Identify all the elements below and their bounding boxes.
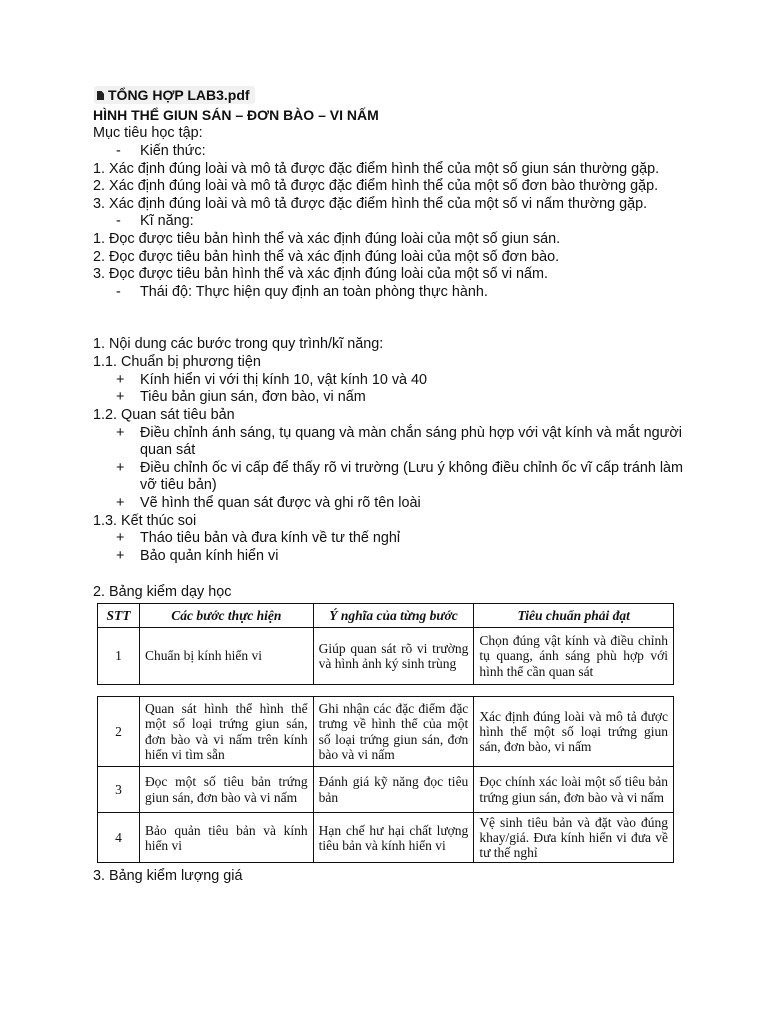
header-meaning: Ý nghĩa của từng bước	[313, 604, 474, 628]
sub3-item: Tháo tiêu bản và đưa kính về tư thế nghỉ	[140, 530, 401, 546]
sub1-item: Kính hiển vi với thị kính 10, vật kính 10 và 40	[140, 372, 428, 388]
document-title: HÌNH THỂ GIUN SÁN – ĐƠN BÀO – VI NẤM	[93, 107, 379, 123]
checklist-table-body	[97, 696, 674, 863]
sub1-heading: 1.1. Chuẩn bị phương tiện	[93, 354, 261, 370]
dash-marker: -	[116, 284, 121, 300]
cell-meaning: Ghi nhận các đặc điểm đặc trưng về hình thể của một số loại trứng giun sán, đơn bào và vi nấm	[313, 697, 474, 767]
bullet-marker: +	[116, 530, 125, 546]
cell-standard: Đọc chính xác loài một số tiêu bản trứng giun sán, đơn bào và vi nấm	[474, 767, 674, 813]
sub2-item-line: Điều chỉnh ánh sáng, tụ quang và màn chắn sáng phù hợp với vật kính và mắt người	[140, 425, 682, 441]
sub2-item-line: Điều chỉnh ốc vi cấp để thấy rõ vi trường (Lưu ý không điều chỉnh ốc vĩ cấp tránh làm	[140, 460, 684, 476]
bullet-marker: +	[116, 425, 125, 441]
skills-item: 1. Đọc được tiêu bản hình thể và xác định đúng loài của một số giun sán.	[93, 231, 561, 247]
section2-heading: 2. Bảng kiểm dạy học	[93, 584, 232, 600]
cell-stt: 4	[98, 813, 140, 863]
file-name-chip[interactable]	[94, 86, 255, 104]
table-row	[98, 697, 674, 767]
sub3-item: Bảo quản kính hiển vi	[140, 548, 279, 564]
bullet-marker: +	[116, 495, 125, 511]
skills-item: 2. Đọc được tiêu bản hình thể và xác định đúng loài của một số đơn bào.	[93, 249, 560, 265]
table-row	[98, 767, 674, 813]
cell-standard: Vệ sinh tiêu bản và đặt vào đúng khay/giá. Đưa kính hiển vi đưa về tư thế nghỉ	[474, 813, 674, 863]
sub3-heading: 1.3. Kết thúc soi	[93, 513, 197, 529]
cell-standard: Chọn đúng vật kính và điều chỉnh tụ quang, ánh sáng phù hợp với hình thể cần quan sát	[474, 628, 674, 685]
cell-step: Chuẩn bị kính hiển vi	[139, 628, 313, 685]
section3-heading: 3. Bảng kiểm lượng giá	[93, 868, 243, 884]
sub2-heading: 1.2. Quan sát tiêu bản	[93, 407, 235, 423]
cell-stt: 3	[98, 767, 140, 813]
file-icon	[97, 91, 104, 100]
skills-label: Kĩ năng:	[140, 213, 194, 229]
cell-meaning: Giúp quan sát rõ vi trường và hình ảnh ký sinh trùng	[313, 628, 474, 685]
bullet-marker: +	[116, 548, 125, 564]
sub2-item-line: Vẽ hình thể quan sát được và ghi rõ tên loài	[140, 495, 421, 511]
table-row	[98, 813, 674, 863]
header-steps: Các bước thực hiện	[139, 604, 313, 628]
cell-stt: 2	[98, 697, 140, 767]
sub2-item-line: vỡ tiêu bản)	[140, 477, 217, 493]
knowledge-item: 3. Xác định đúng loài và mô tả được đặc điểm hình thể của một số vi nấm thường gặp.	[93, 196, 648, 212]
header-standard: Tiêu chuẩn phải đạt	[474, 604, 674, 628]
header-stt: STT	[98, 604, 140, 628]
bullet-marker: +	[116, 372, 125, 388]
bullet-marker: +	[116, 389, 125, 405]
cell-standard: Xác định đúng loài và mô tả được hình thể một số loại trứng giun sán, đơn bào, vi nấm	[474, 697, 674, 767]
cell-meaning: Đánh giá kỹ năng đọc tiêu bản	[313, 767, 474, 813]
attitude-label: Thái độ: Thực hiện quy định an toàn phòng thực hành.	[140, 284, 488, 300]
knowledge-item: 2. Xác định đúng loài và mô tả được đặc điểm hình thể của một số đơn bào thường gặp.	[93, 178, 659, 194]
cell-stt: 1	[98, 628, 140, 685]
knowledge-item: 1. Xác định đúng loài và mô tả được đặc điểm hình thể của một số giun sán thường gặp.	[93, 161, 660, 177]
cell-step: Quan sát hình thể hình thể một số loại trứng giun sán, đơn bào và vi nấm trên kính hiển vi tìm sẵn	[139, 697, 313, 767]
cell-step: Bảo quản tiêu bản và kính hiển vi	[139, 813, 313, 863]
checklist-table-header	[97, 603, 674, 685]
bullet-marker: +	[116, 460, 125, 476]
dash-marker: -	[116, 213, 121, 229]
table-row	[98, 628, 674, 685]
knowledge-label: Kiến thức:	[140, 143, 206, 159]
objectives-heading: Mục tiêu học tập:	[93, 125, 203, 141]
cell-step: Đọc một số tiêu bản trứng giun sán, đơn bào và vi nấm	[139, 767, 313, 813]
dash-marker: -	[116, 143, 121, 159]
table-header-row	[98, 604, 674, 628]
file-name: TỔNG HỢP LAB3.pdf	[108, 87, 250, 103]
skills-item: 3. Đọc được tiêu bản hình thể và xác định đúng loài của một số vi nấm.	[93, 266, 549, 282]
sub1-item: Tiêu bản giun sán, đơn bào, vi nấm	[140, 389, 366, 405]
section1-heading: 1. Nội dung các bước trong quy trình/kĩ năng:	[93, 336, 384, 352]
sub2-item-line: quan sát	[140, 442, 196, 458]
cell-meaning: Hạn chế hư hại chất lượng tiêu bản và kính hiển vi	[313, 813, 474, 863]
